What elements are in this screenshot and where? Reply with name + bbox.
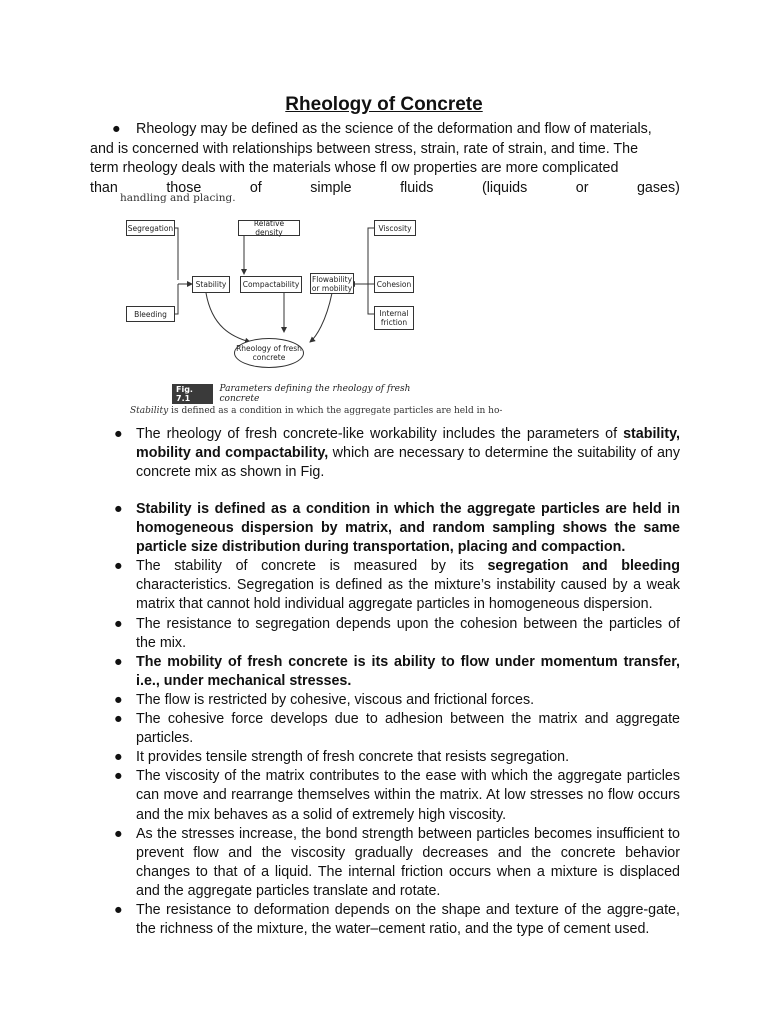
list-item: [112, 557, 680, 614]
intro-line-3: term rheology deals with the materials whose fl ow properties are more complicated: [90, 160, 619, 177]
bullet-icon: ●: [114, 901, 123, 918]
list-item: [112, 825, 680, 901]
list-item: [112, 901, 680, 939]
node-compactability: Compactability: [240, 276, 302, 293]
list-item-bold-text: segregation and bleeding: [487, 558, 680, 575]
intro-word: of: [249, 179, 262, 196]
bullet-list-top: [112, 425, 680, 482]
figure-bottom-caption-text: is defined as a condition in which the aggregate particles are held in ho-: [168, 406, 503, 416]
list-item: [112, 653, 680, 691]
figure-caption: [172, 384, 450, 404]
intro-line-1: [90, 120, 680, 140]
intro-paragraph: [90, 120, 680, 198]
intro-word: than: [90, 179, 118, 196]
bullet-icon: ●: [114, 711, 123, 728]
figure-top-caption: handling and placing.: [120, 192, 236, 204]
list-item: [112, 691, 680, 710]
intro-line-1-text: Rheology may be defined as the science of the deformation and flow of materials,: [136, 121, 652, 137]
list-item-text: which are necessary to determine the suitability of any concrete mix as shown in Fig.: [136, 445, 681, 481]
intro-line-2: and is concerned with relationships between stress, strain, rate of strain, and time. The: [90, 140, 639, 157]
intro-word: or: [575, 179, 589, 196]
list-item-text: The resistance to segregation depends upon the cohesion between the particles of the mix.: [136, 615, 680, 651]
intro-word: (liquids: [481, 179, 528, 196]
intro-word: those: [166, 179, 202, 196]
figure-bottom-caption-em: Stability: [130, 406, 169, 416]
list-item: [112, 710, 680, 748]
list-item: [112, 615, 680, 653]
bullet-icon: ●: [114, 768, 123, 785]
bullet-icon: ●: [114, 615, 123, 632]
list-item-text: The flow is restricted by cohesive, viscous and frictional forces.: [136, 691, 535, 708]
list-item-bold-text: stability, mobility and compactability,: [136, 426, 680, 462]
list-item-text: It provides tensile strength of fresh concrete that resists segregation.: [136, 749, 570, 766]
node-stability: Stability: [192, 276, 230, 293]
node-rheology: Rheology of fresh concrete: [234, 338, 304, 368]
figure-tag: Fig. 7.1: [172, 384, 213, 404]
bullet-icon: ●: [114, 558, 123, 575]
list-item-text: As the stresses increase, the bond strength between particles becomes insufficient to prevent flow and the viscosity gradually decreases and the concrete behavior changes to that of a liquid. The internal friction occurs when a mixture is displaced and the aggregate particles translate and rotate.: [136, 825, 680, 899]
rheology-figure: [120, 192, 503, 424]
intro-word: gases): [636, 179, 680, 196]
bullet-icon: ●: [114, 426, 123, 442]
node-bleeding: Bleeding: [126, 306, 175, 322]
list-item: [112, 767, 680, 824]
intro-word: simple: [310, 179, 352, 196]
bullet-icon: ●: [114, 653, 123, 670]
figure-bottom-caption: [130, 406, 502, 416]
figure-caption-text: Parameters defining the rheology of fresh concrete: [219, 384, 411, 404]
list-item-text: The resistance to deformation depends on the shape and texture of the aggre-gate, the richness of the mixture, the water–cement ratio, and the type of cement used.: [136, 901, 680, 938]
list-item-text: The rheology of fresh concrete-like workability includes the parameters of: [136, 426, 624, 442]
list-item-text: The mobility of fresh concrete is its ability to flow under momentum transfer, i.e., under mechanical stresses.: [136, 653, 680, 689]
bullet-icon: ●: [114, 691, 123, 708]
list-item-text: The viscosity of the matrix contributes to the ease with which the aggregate particles can move and rearrange themselves within the matrix. At low stresses no flow occurs and the mix behaves as a solid of extremely high viscosity.: [136, 768, 680, 823]
node-segregation: Segregation: [126, 220, 175, 236]
list-item: [112, 425, 680, 482]
list-item: [112, 500, 680, 557]
bullet-icon: ●: [114, 825, 123, 842]
list-item: [112, 748, 680, 767]
list-item-text: characteristics. Segregation is defined as the mixture’s instability caused by a weak matrix that cannot hold individual aggregate particles in homogeneous dispersion.: [136, 577, 680, 613]
bullet-icon: ●: [112, 121, 121, 137]
list-item-text: Stability is defined as a condition in which the aggregate particles are held in homogeneous dispersion by matrix, and random sampling shows the same particle size distribution during transportation, placing and compaction.: [136, 501, 680, 556]
bullet-list-main: [112, 500, 680, 939]
bullet-icon: ●: [114, 749, 123, 766]
list-item-text: The stability of concrete is measured by its: [136, 558, 488, 575]
node-relative-density: Relative density: [238, 220, 300, 236]
page-title: Rheology of Concrete: [285, 94, 483, 115]
node-cohesion: Cohesion: [374, 276, 414, 293]
bullet-icon: ●: [114, 501, 123, 517]
node-flowability: Flowability or mobility: [311, 274, 353, 293]
node-internal-friction: Internal friction: [374, 306, 414, 330]
list-item-text: The cohesive force develops due to adhesion between the matrix and aggregate particles.: [136, 711, 680, 747]
intro-word: fluids: [400, 179, 434, 196]
node-viscosity: Viscosity: [374, 220, 416, 236]
